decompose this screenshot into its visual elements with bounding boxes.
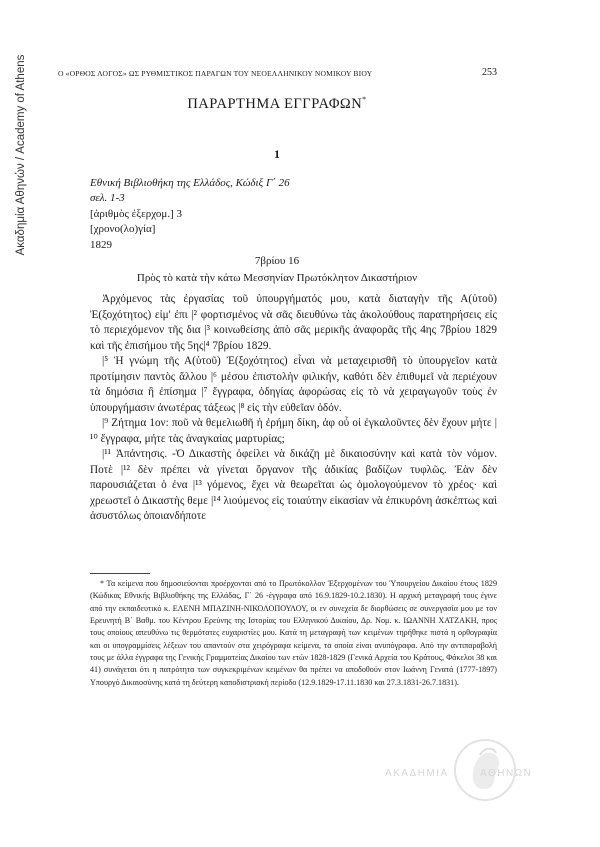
document-number: 1 xyxy=(274,147,280,161)
source-outgoing-number: [ἀριθμὸς ἐξερχομ.] 3 xyxy=(90,207,182,220)
letter-date: 7βρίου 16 xyxy=(254,255,300,267)
body-paragraph: |⁹ Ζήτημα 1ον: ποῦ νὰ θεμελιωθῆ ἡ ἐρήμη δίκη, ἀφ οὗ οἱ ἐγκαλοῦντες δὲν ἔχουν μήτε |¹⁰ ἔγγραφα, μήτε τὰς ἀναγκαίας μαρτυρίας; xyxy=(90,417,497,445)
body-paragraph: |⁵ Ἡ γνώμη τῆς Α(ὐτοῦ) Ἐ(ξοχότητος) εἶναι νὰ μεταχειρισθῆ τὸ ὑπουργεῖον κατὰ προτίμησιν παντὸς ἄλλου |⁶ μέσου ἐπιστολὴν φιλικήν, καθότι δὲν ἐπιθυμεῖ νὰ περιέχουν τὰ δημόσια ἢ ἐπίσημα |⁷ ἔγγραφα, ὁδηγίας ἀφορώσας εἰς τὸ νὰ χειραγωγοῦν τοὺς ἐν ὑπουργήμασιν ἀνωτέρας τάξεως |⁸ εἰς τὴν εὐθεῖαν ὁδόν. xyxy=(90,355,497,414)
source-pages: σελ. 1-3 xyxy=(90,192,125,205)
page-title xyxy=(58,95,496,113)
body-paragraph: Ἀρχόμενος τὰς ἐργασίας τοῦ ὑπουργήματός μου, κατὰ διαταγὴν τῆς Α(ὐτοῦ) Ἐ(ξοχότητος) εἰμ' ἐπι |² φορτισμένος νὰ σᾶς διευθύνω τὰς ἀκολούθους παρατηρήσεις εἰς τὸ περιεχόμενον τῆς δια |³ κοινωθείσης ἀπὸ σᾶς μερικῆς ἀναφορᾶς τῆς 4ης 7βρίου 1829 καὶ τῆς ἐπισήμου τῆς 5ης|⁴ 7βρίου 1829. xyxy=(90,293,497,352)
footnote-text: * Τα κείμενα που δημοσιεύονται προέρχονται από το Πρωτόκολλον Ἐξερχομένων του Ὑπουργείου Δικαίου έτους 1829 (Κώδικας Εθνικής Βιβλιοθήκης της Ελλάδας, Γ΄ 26 -έγγραφα από 16.9.1829-10.2.1830). Η αρχική μεταγραφή τους έγινε από την εκπαιδευτικό κ. ΕΛΕΝΗ ΜΠΑΖΙΝΗ-ΝΙΚΟΛΟΠΟΥΛΟΥ, οι εν συνεχεία δε διορθώσεις σε συνεργασία μου με τον Ερευνητή Β΄ Βαθμ. του Κέντρου Ερεύνης της Ιστορίας του Ελληνικού Δικαίου, Δρ. Νομ. κ. ΙΩΑΝΝΗ ΧΑΤΖΑΚΗ, προς τους οποίους απευθύνω τις θερμότατες ευχαριστίες μου. Κατά τη μεταγραφή των κειμένων τηρήθηκε πιστά η ορθογραφία και οι υπογραμμίσεις λέξεων του απαντούν στα χειρόγραφα κείμενα, τα οποία είναι ανυπόγραφα. Από την αντιπαραβολή τους με άλλα έγγραφα της Γενικής Γραμματείας Δικαίου των ετών 1828-1829 (Γενικά Αρχεία του Κράτους, Φάκελοι 38 και 41) συνάγεται ότι η πατρότητα των συγκεκριμένων κειμένων θα πρέπει να αποδοθούν στον Ιωάννη Γενατά (1777-1897) Υπουργό Δικαιοσύνης κατά τη δεύτερη καποδιστριακή περίοδο (12.9.1829-17.11.1830 και 27.3.1831-26.7.1831). xyxy=(90,579,497,687)
footnote-divider xyxy=(90,573,150,574)
footnote xyxy=(90,578,497,689)
side-label: Ακαδημία Αθηνών / Academy of Athens xyxy=(15,54,27,256)
running-head: Ο «ΟΡΘΟΣ ΛΟΓΟΣ» ΩΣ ΡΥΘΜΙΣΤΙΚΟΣ ΠΑΡΑΓΩΝ ΤΟΥ ΝΕΟΕΛΛΗΝΙΚΟΥ ΝΟΜΙΚΟΥ ΒΙΟΥ xyxy=(58,69,373,78)
source-library: Εθνική Βιβλιοθήκη της Ελλάδος, Κώδιξ Γ΄ 26 xyxy=(90,177,290,189)
source-year: 1829 xyxy=(90,238,112,251)
watermark-text-right: ΑΘΗΝΩΝ xyxy=(480,768,533,779)
source-chronology-label: [χρονο(λο)γία] xyxy=(90,223,156,236)
source-block xyxy=(90,176,490,253)
page-number: 253 xyxy=(482,67,497,78)
title-footnote-mark: * xyxy=(362,95,367,104)
letter-body xyxy=(90,292,497,525)
body-paragraph: |¹¹ Ἀπάντησις. -Ὁ Δικαστὴς ὀφείλει νὰ δικάζη μὲ δικαιοσύνην καὶ κατὰ τὸν νόμον. Ποτὲ |¹² δὲν πρέπει νὰ γίνεται ὄργανον τῆς ἀδικίας βαδίζων τυφλῶς. Ἐὰν δὲν παρουσιάζεται ὁ ἐνα |¹³ γόμενος, ἔχει νὰ θεωρεῖται ὡς ὁμολογούμενον τὸ χρέος· καὶ χρεωστεῖ ὁ Δικαστὴς θεμε |¹⁴ λιούμενος εἰς τοιαύτην εἰκασίαν νὰ ἐπικυρόνη ἀσκέπτως καὶ ἀσυστόλως ὁποιανδήποτε xyxy=(90,448,497,522)
letter-addressee: Πρὸς τὸ κατὰ τὴν κάτω Μεσσηνίαν Πρωτόκλητον Δικαστήριον xyxy=(136,272,418,284)
page-title-text: ΠΑΡΑΡΤΗΜΑ ΕΓΓΡΑΦΩΝ xyxy=(187,95,363,112)
watermark-text-left: ΑΚΑΔΗΜΙΑ xyxy=(385,768,449,779)
